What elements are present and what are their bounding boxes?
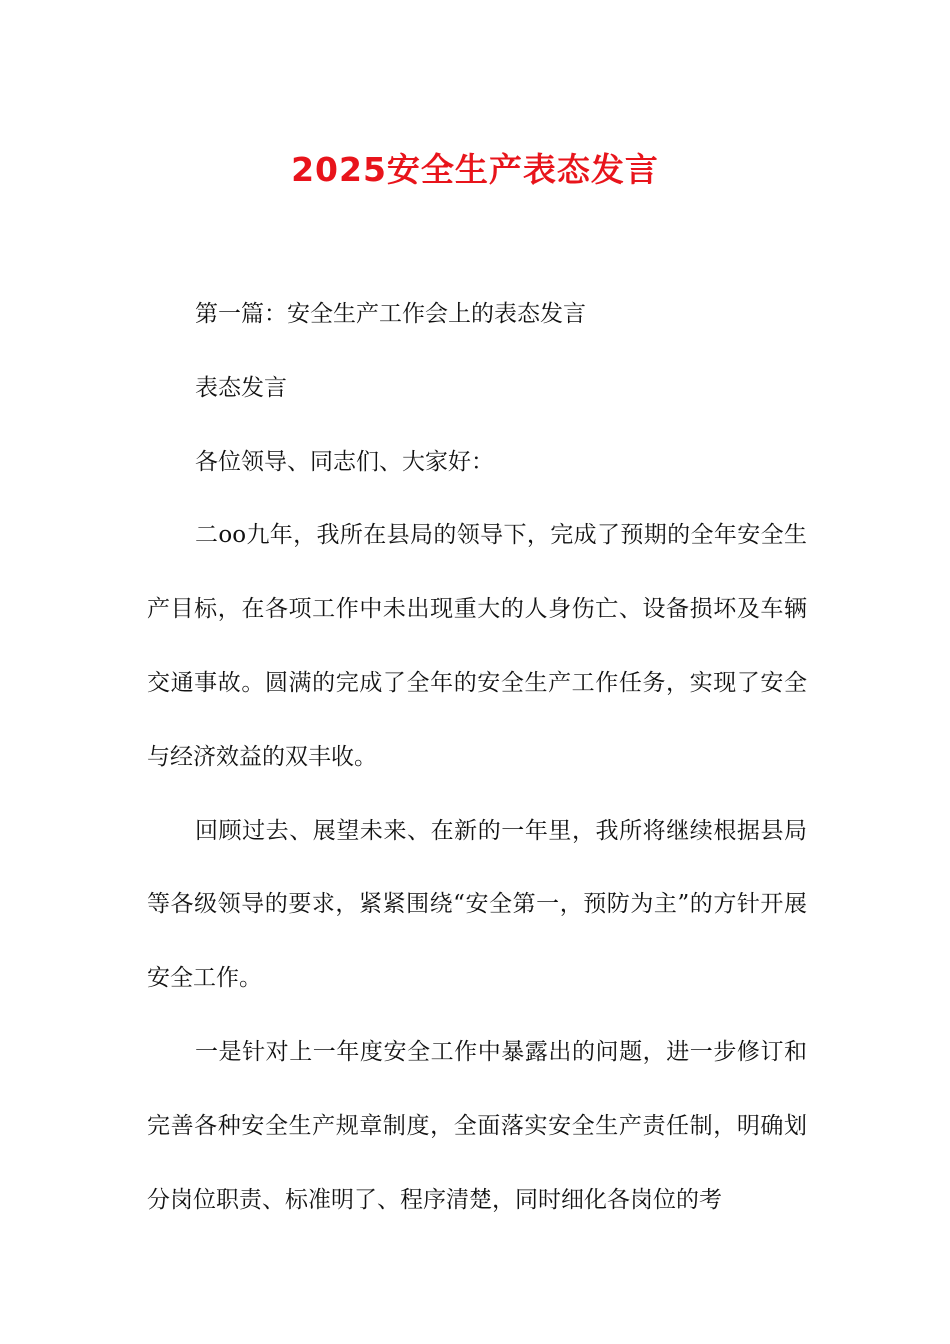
speech-heading: 表态发言: [195, 374, 287, 401]
section-heading: 第一篇：安全生产工作会上的表态发言: [195, 301, 586, 327]
greeting-paragraph: 各位领导、同志们、大家好：: [195, 448, 494, 475]
body-paragraph: 二oo九年，我所在县局的领导下，完成了预期的全年安全生产目标，在各项工作中未出现重大的人身伤亡、设备损坏及车辆交通事故。圆满的完成了全年的安全生产工作任务，实现了安全与经济效益的双丰收。: [147, 522, 807, 770]
document-body: [147, 278, 807, 1237]
body-paragraph: 回顾过去、展望未来、在新的一年里，我所将继续根据县局等各级领导的要求，紧紧围绕“安全第一，预防为主”的方针开展安全工作。: [147, 817, 807, 992]
body-paragraph: 一是针对上一年度安全工作中暴露出的问题，进一步修订和完善各种安全生产规章制度，全面落实安全生产责任制，明确划分岗位职责、标准明了、程序清楚，同时细化各岗位的考: [147, 1038, 807, 1213]
document-title: 2025安全生产表态发言: [291, 150, 659, 189]
